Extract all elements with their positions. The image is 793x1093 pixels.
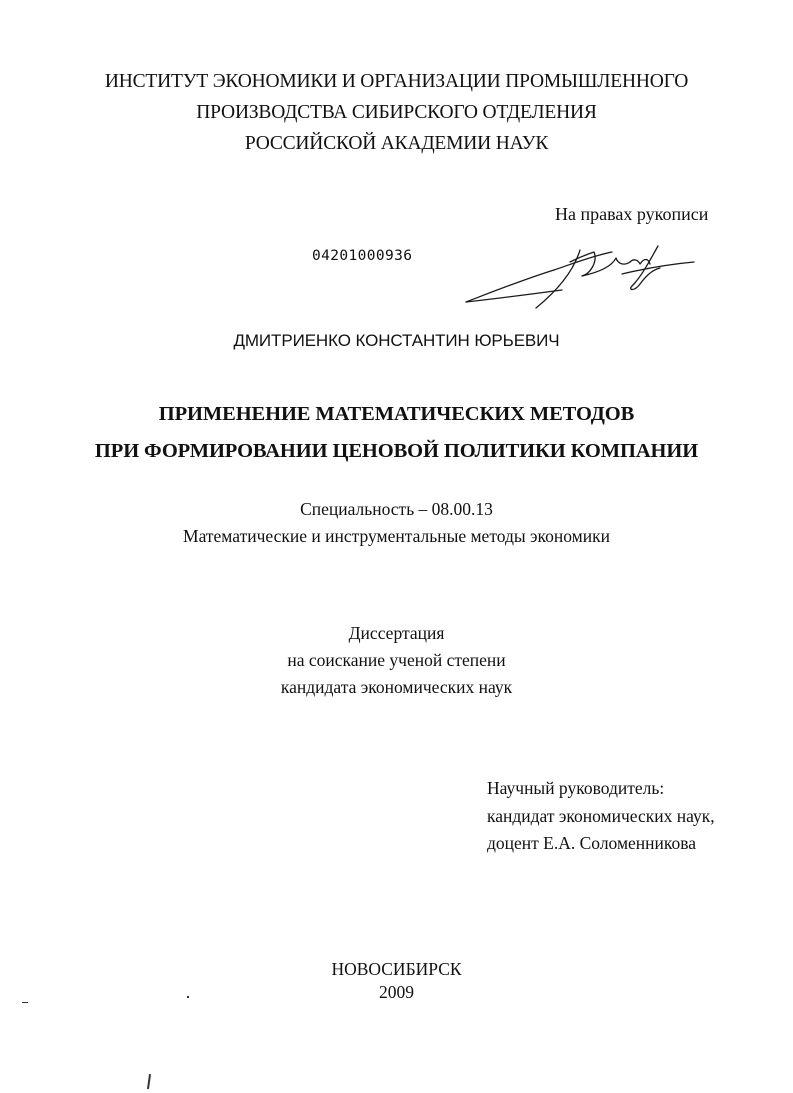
specialty-name: Математические и инструментальные методы экономики [183, 526, 610, 546]
scan-artifact [22, 1002, 28, 1003]
year: 2009 [379, 982, 414, 1002]
supervisor-line-3: доцент Е.А. Соломенникова [487, 833, 697, 853]
scan-artifact [147, 1074, 151, 1089]
degree-line-2: на соискание ученой степени [287, 650, 506, 670]
place-and-year [0, 958, 793, 1004]
institute-header [0, 66, 793, 159]
specialty [0, 496, 793, 550]
title-line-2: ПРИ ФОРМИРОВАНИИ ЦЕНОВОЙ ПОЛИТИКИ КОМПАНИИ [94, 440, 699, 462]
institute-line-3: РОССИЙСКОЙ АКАДЕМИИ НАУК [244, 133, 549, 154]
signature [462, 240, 698, 312]
supervisor-line-1: Научный руководитель: [487, 778, 665, 798]
rights-note: На правах рукописи [555, 204, 709, 224]
institute-line-2: ПРОИЗВОДСТВА СИБИРСКОГО ОТДЕЛЕНИЯ [196, 102, 597, 123]
supervisor-line-2: кандидат экономических наук, [487, 805, 715, 826]
institute-line-1: ИНСТИТУТ ЭКОНОМИКИ И ОРГАНИЗАЦИИ ПРОМЫШЛЕННОГО [104, 71, 689, 92]
specialty-code: Специальность – 08.00.13 [300, 499, 493, 519]
title-line-1: ПРИМЕНЕНИЕ МАТЕМАТИЧЕСКИХ МЕТОДОВ [158, 403, 635, 425]
degree-info [0, 620, 793, 701]
supervisor-block [487, 775, 715, 858]
inventory-number: 04201000936 [312, 248, 413, 264]
city: НОВОСИБИРСК [331, 959, 462, 979]
degree-line-1: Диссертация [348, 623, 445, 643]
author-name: ДМИТРИЕНКО КОНСТАНТИН ЮРЬЕВИЧ [233, 331, 560, 350]
dissertation-title [0, 396, 793, 470]
scan-artifact [187, 996, 189, 998]
degree-line-3: кандидата экономических наук [280, 677, 513, 697]
